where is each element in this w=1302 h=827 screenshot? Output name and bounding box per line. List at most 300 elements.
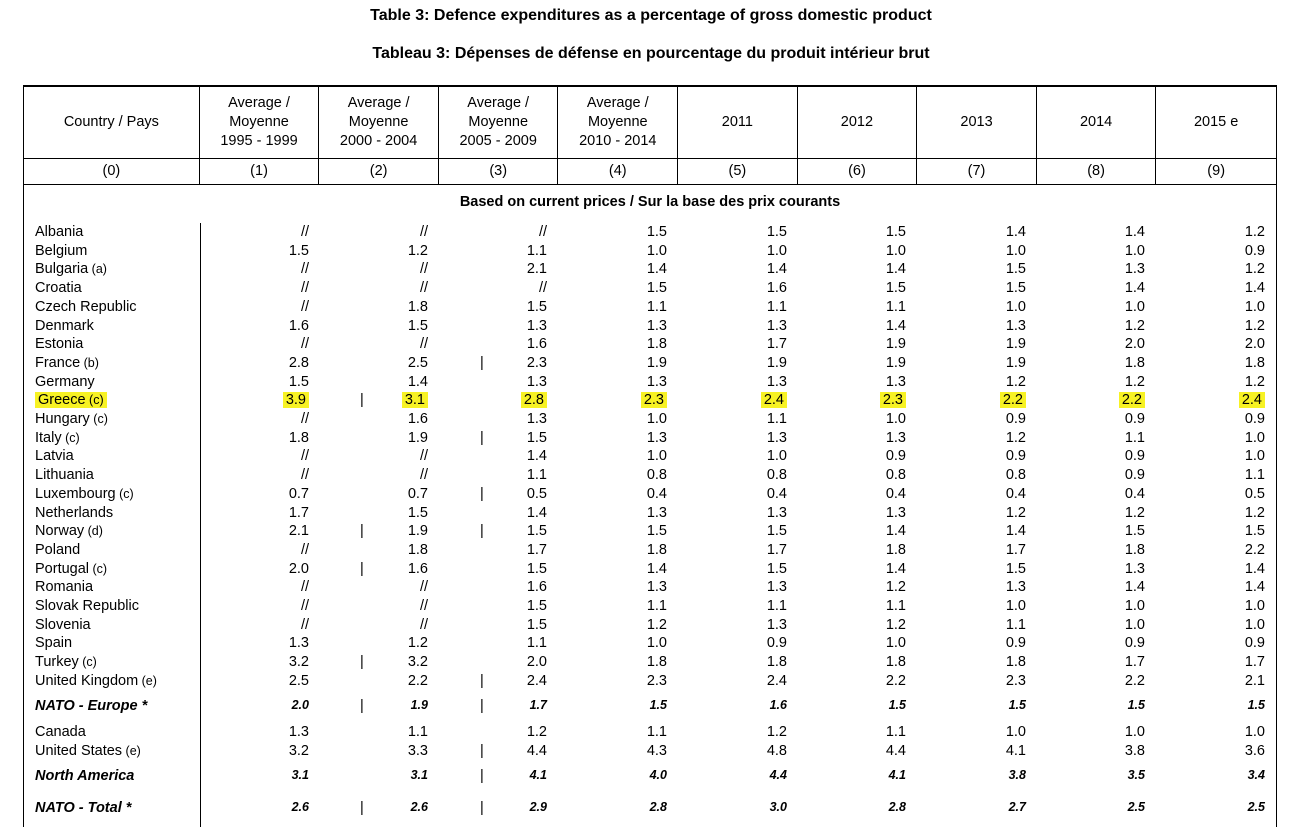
value-cell-9: 1.7 <box>1244 654 1265 671</box>
value-cell-3: 1.3 <box>526 317 547 334</box>
country-name: Belgium <box>35 242 88 259</box>
header-col-8: 2014 <box>1037 87 1157 158</box>
value-cell-7: 1.7 <box>1005 541 1026 558</box>
value-cell-7: 4.1 <box>1005 742 1026 759</box>
value-cell-4: 2.3 <box>607 392 667 408</box>
table-row <box>24 486 1276 505</box>
value-cell-2: 3.2 <box>407 654 428 671</box>
value-cell-7: 3.8 <box>1008 768 1026 782</box>
value-cell-9: 1.2 <box>1244 261 1265 278</box>
value-cell-7: 0.8 <box>1005 467 1026 484</box>
value-cell-3: 4.4 <box>526 742 547 759</box>
table-row <box>24 724 1276 743</box>
value-cell-9: 0.9 <box>1244 635 1265 652</box>
value-cell-7: 1.2 <box>1005 504 1026 521</box>
country-name: Greece (c) <box>35 392 107 408</box>
country-name: Hungary (c) <box>35 411 108 427</box>
value-cell-3: 1.5 <box>526 429 547 446</box>
value-cell-7: 1.9 <box>1005 354 1026 371</box>
value-cell-4: 1.0 <box>646 635 667 652</box>
value-cell-3: 2.1 <box>526 261 547 278</box>
value-cell-5: 1.3 <box>766 317 787 334</box>
value-cell-8: 0.9 <box>1124 467 1145 484</box>
series-break-marker: | <box>480 523 484 540</box>
header-number-9: (9) <box>1207 163 1226 179</box>
value-cell-5: 1.7 <box>766 541 787 558</box>
country-name: Poland <box>35 541 81 558</box>
value-cell-9: 2.5 <box>1247 800 1265 814</box>
value-cell-2: 2.6 <box>410 800 428 814</box>
header-number-7: (7) <box>917 159 1037 184</box>
country-name: Slovak Republic <box>35 598 139 614</box>
value-cell-3: 1.5 <box>526 560 547 577</box>
value-cell-2: 1.4 <box>407 373 428 390</box>
value-cell-2: // <box>419 598 428 614</box>
value-cell-6: 1.9 <box>885 354 906 371</box>
value-cell-5: 1.1 <box>766 298 787 315</box>
value-cell-7: 0.9 <box>1005 448 1026 465</box>
value-cell-5: 1.1 <box>766 598 787 614</box>
value-cell-8: 1.3 <box>1124 560 1145 577</box>
value-cell-3: 1.7 <box>529 698 547 712</box>
value-cell-4: 1.3 <box>646 373 667 390</box>
value-cell-1: 1.5 <box>288 242 309 259</box>
value-cell-1: // <box>300 224 309 240</box>
header-country: Country / Pays <box>24 87 200 158</box>
value-cell-7: 0.4 <box>1005 485 1026 502</box>
value-cell-2: 2.2 <box>407 672 428 689</box>
value-cell-1: 2.1 <box>288 523 309 540</box>
total-row <box>24 698 1276 717</box>
country-name: Portugal (c) <box>35 560 108 577</box>
value-cell-2: 1.2 <box>407 242 428 259</box>
value-cell-6: 4.1 <box>888 768 906 782</box>
value-cell-2: 1.9 <box>407 523 428 540</box>
header-number-6: (6) <box>798 159 918 184</box>
value-cell-1: // <box>300 448 309 465</box>
value-cell-3: 1.1 <box>526 467 547 484</box>
value-cell-3: 1.5 <box>526 616 547 633</box>
value-cell-1: 3.2 <box>288 654 309 671</box>
value-cell-5: 1.3 <box>766 579 787 596</box>
table-row <box>24 654 1276 673</box>
value-cell-1: 2.0 <box>291 698 309 712</box>
value-cell-4: 1.0 <box>646 411 667 427</box>
value-cell-6: 2.8 <box>888 800 906 814</box>
value-cell-6: 1.1 <box>885 298 906 315</box>
value-cell-4: 1.0 <box>646 242 667 259</box>
value-cell-3: 2.0 <box>526 654 547 671</box>
value-cell-9: 1.2 <box>1244 504 1265 521</box>
value-cell-4: 2.3 <box>646 672 667 689</box>
value-cell-2: 1.5 <box>407 504 428 521</box>
country-name: Estonia <box>35 336 84 353</box>
header-row <box>24 87 1276 159</box>
series-break-marker: | <box>360 560 364 577</box>
value-cell-2: // <box>419 261 428 278</box>
country-name: Turkey (c) <box>35 654 97 671</box>
series-break-marker: | <box>480 354 484 371</box>
value-cell-1: // <box>300 261 309 278</box>
country-name: Canada <box>35 724 86 740</box>
value-cell-3: // <box>538 280 547 297</box>
value-cell-1: // <box>300 467 309 484</box>
value-cell-9: 1.5 <box>1244 523 1265 540</box>
series-break-marker: | <box>360 654 364 671</box>
value-cell-8: 2.0 <box>1124 336 1145 353</box>
value-cell-9: 3.6 <box>1244 742 1265 759</box>
value-cell-4: 1.3 <box>646 317 667 334</box>
value-cell-1: 2.8 <box>288 354 309 371</box>
table-row <box>24 448 1276 467</box>
value-cell-7: 1.0 <box>1005 598 1026 614</box>
value-cell-6: 1.4 <box>885 317 906 334</box>
value-cell-5: 1.8 <box>766 654 787 671</box>
value-cell-7: 1.2 <box>1005 373 1026 390</box>
table-row <box>24 467 1276 486</box>
series-break-marker: | <box>480 768 484 784</box>
value-cell-1: // <box>300 579 309 596</box>
table-row <box>24 430 1276 449</box>
value-cell-2: 0.7 <box>407 485 428 502</box>
value-cell-7: 1.5 <box>1005 560 1026 577</box>
value-cell-2: 1.6 <box>407 411 428 427</box>
value-cell-7: 1.0 <box>1005 724 1026 740</box>
value-cell-2: 1.6 <box>407 560 428 577</box>
total-row <box>24 768 1276 787</box>
value-cell-9: 2.0 <box>1244 336 1265 353</box>
value-cell-2: // <box>419 616 428 633</box>
country-name: Germany <box>35 373 95 390</box>
value-cell-8: 1.0 <box>1124 724 1145 740</box>
country-name: United States (e) <box>35 742 141 759</box>
value-cell-8: 1.4 <box>1124 280 1145 297</box>
value-cell-1: // <box>300 616 309 633</box>
value-cell-9: 1.2 <box>1244 317 1265 334</box>
value-cell-1: // <box>300 336 309 353</box>
value-cell-3: 4.1 <box>529 768 547 782</box>
value-cell-5: 1.1 <box>766 411 787 427</box>
series-break-marker: | <box>360 698 364 714</box>
series-break-marker: | <box>480 800 484 816</box>
value-cell-2: // <box>419 579 428 596</box>
value-cell-1: 3.9 <box>249 392 309 408</box>
value-cell-4: 4.0 <box>649 768 667 782</box>
value-cell-4: 1.2 <box>646 616 667 633</box>
value-cell-3: 1.7 <box>526 541 547 558</box>
value-cell-8: 1.0 <box>1124 242 1145 259</box>
value-cell-9: 1.2 <box>1244 224 1265 240</box>
value-cell-4: 1.5 <box>646 224 667 240</box>
value-cell-5: 1.2 <box>766 724 787 740</box>
value-cell-2: 1.5 <box>407 317 428 334</box>
header-number-row <box>24 159 1276 185</box>
value-cell-8: 1.1 <box>1124 429 1145 446</box>
value-cell-5: 1.3 <box>766 616 787 633</box>
header-number-2: (2) <box>319 159 439 184</box>
value-cell-7: 1.3 <box>1005 579 1026 596</box>
value-cell-6: 1.1 <box>885 598 906 614</box>
value-cell-9: 1.4 <box>1244 560 1265 577</box>
table-row <box>24 280 1276 299</box>
value-cell-1: 2.6 <box>291 800 309 814</box>
series-break-marker: | <box>480 672 484 689</box>
value-cell-3: 1.6 <box>526 579 547 596</box>
value-cell-6: 0.8 <box>885 467 906 484</box>
value-cell-5: 0.4 <box>766 485 787 502</box>
value-cell-9: 1.0 <box>1244 616 1265 633</box>
value-cell-6: 2.3 <box>846 392 906 408</box>
header-col-3: Average / Moyenne 2005 - 2009 <box>439 87 559 158</box>
table-title-french: Tableau 3: Dépenses de défense en pourcentage du produit intérieur brut <box>372 45 930 62</box>
value-cell-7: 1.9 <box>1005 336 1026 353</box>
value-cell-7: 0.9 <box>1005 635 1026 652</box>
value-cell-3: // <box>538 224 547 240</box>
value-cell-8: 0.4 <box>1124 485 1145 502</box>
value-cell-2: 1.2 <box>407 635 428 652</box>
value-cell-3: 1.5 <box>526 523 547 540</box>
country-name: Albania <box>35 224 84 240</box>
value-cell-5: 3.0 <box>769 800 787 814</box>
value-cell-2: 2.5 <box>407 354 428 371</box>
value-cell-1: 0.7 <box>288 485 309 502</box>
table-row <box>24 392 1276 411</box>
value-cell-6: 0.9 <box>885 448 906 465</box>
series-break-marker: | <box>360 392 364 409</box>
value-cell-9: 1.0 <box>1244 298 1265 315</box>
value-cell-2: 3.1 <box>368 392 428 408</box>
value-cell-8: 1.4 <box>1124 579 1145 596</box>
value-cell-5: 1.6 <box>769 698 787 712</box>
value-cell-7: 2.2 <box>966 392 1026 408</box>
table-row <box>24 579 1276 598</box>
value-cell-5: 0.9 <box>766 635 787 652</box>
header-col-1: Average / Moyenne 1995 - 1999 <box>200 87 320 158</box>
value-cell-2: 1.9 <box>407 429 428 446</box>
section-label: Based on current prices / Sur la base des prix courants <box>459 194 841 210</box>
value-cell-2: 3.3 <box>407 742 428 759</box>
value-cell-8: 1.0 <box>1124 616 1145 633</box>
table-row <box>24 261 1276 280</box>
table-row <box>24 355 1276 374</box>
value-cell-6: 1.5 <box>888 698 906 712</box>
value-cell-5: 1.5 <box>766 560 787 577</box>
value-cell-6: 4.4 <box>885 742 906 759</box>
value-cell-5: 1.5 <box>766 523 787 540</box>
value-cell-9: 2.2 <box>1244 541 1265 558</box>
value-cell-4: 1.0 <box>646 448 667 465</box>
value-cell-3: 1.3 <box>526 373 547 390</box>
value-cell-6: 1.8 <box>885 654 906 671</box>
value-cell-6: 1.0 <box>885 635 906 652</box>
value-cell-7: 1.0 <box>1005 298 1026 315</box>
header-number-8: (8) <box>1037 159 1157 184</box>
value-cell-2: 1.8 <box>407 298 428 315</box>
value-cell-6: 1.5 <box>885 280 906 297</box>
value-cell-1: 1.5 <box>288 373 309 390</box>
value-cell-8: 1.0 <box>1124 298 1145 315</box>
value-cell-9: 1.0 <box>1244 448 1265 465</box>
table-row <box>24 635 1276 654</box>
value-cell-3: 1.5 <box>526 598 547 614</box>
table-row <box>24 523 1276 542</box>
table-row <box>24 299 1276 318</box>
value-cell-4: 0.8 <box>646 467 667 484</box>
value-cell-5: 1.0 <box>766 448 787 465</box>
header-col-7: 2013 <box>917 87 1037 158</box>
expenditure-table <box>23 85 1277 827</box>
value-cell-9: 1.0 <box>1244 724 1265 740</box>
value-cell-1: 1.8 <box>288 429 309 446</box>
value-cell-3: 1.2 <box>526 724 547 740</box>
value-cell-9: 1.1 <box>1244 467 1265 484</box>
country-name: Luxembourg (c) <box>35 485 134 502</box>
country-name: Netherlands <box>35 504 114 521</box>
header-col-4: Average / Moyenne 2010 - 2014 <box>558 87 678 158</box>
header-col-9: 2015 e <box>1193 114 1239 130</box>
country-name: Romania <box>35 579 94 596</box>
value-cell-3: 1.4 <box>526 448 547 465</box>
value-cell-1: 1.6 <box>288 317 309 334</box>
value-cell-5: 2.4 <box>727 392 787 408</box>
value-cell-2: 1.1 <box>407 724 428 740</box>
value-cell-3: 2.8 <box>487 392 547 408</box>
table-row <box>24 505 1276 524</box>
value-cell-1: 3.1 <box>291 768 309 782</box>
value-cell-8: 1.3 <box>1124 261 1145 278</box>
value-cell-8: 1.2 <box>1124 504 1145 521</box>
value-cell-4: 1.1 <box>646 598 667 614</box>
value-cell-6: 2.2 <box>885 672 906 689</box>
header-number-4: (4) <box>558 159 678 184</box>
value-cell-4: 1.1 <box>646 724 667 740</box>
value-cell-4: 1.9 <box>646 354 667 371</box>
value-cell-8: 0.9 <box>1124 448 1145 465</box>
value-cell-9: 0.5 <box>1244 485 1265 502</box>
value-cell-8: 1.0 <box>1124 598 1145 614</box>
series-break-marker: | <box>480 485 484 502</box>
value-cell-9: 1.0 <box>1244 598 1265 614</box>
value-cell-7: 1.0 <box>1005 242 1026 259</box>
value-cell-9: 3.4 <box>1247 768 1265 782</box>
value-cell-6: 1.2 <box>885 616 906 633</box>
value-cell-2: 3.1 <box>410 768 428 782</box>
table-row <box>24 598 1276 617</box>
value-cell-6: 1.0 <box>885 411 906 427</box>
country-name: Croatia <box>35 280 82 297</box>
value-cell-4: 1.8 <box>646 541 667 558</box>
value-cell-9: 2.1 <box>1244 672 1265 689</box>
value-cell-2: // <box>419 224 428 240</box>
value-cell-8: 2.2 <box>1085 392 1145 408</box>
value-cell-8: 1.2 <box>1124 317 1145 334</box>
value-cell-4: 1.4 <box>646 261 667 278</box>
header-number-3: (3) <box>439 159 559 184</box>
value-cell-2: 1.8 <box>407 541 428 558</box>
value-cell-8: 2.2 <box>1124 672 1145 689</box>
value-cell-4: 0.4 <box>646 485 667 502</box>
value-cell-5: 0.8 <box>766 467 787 484</box>
value-cell-4: 1.3 <box>646 504 667 521</box>
value-cell-9: 1.8 <box>1244 354 1265 371</box>
value-cell-7: 1.2 <box>1005 429 1026 446</box>
value-cell-6: 1.4 <box>885 560 906 577</box>
value-cell-6: 0.4 <box>885 485 906 502</box>
country-name: United Kingdom (e) <box>35 672 157 689</box>
table-row <box>24 374 1276 393</box>
value-cell-4: 1.8 <box>646 654 667 671</box>
value-cell-5: 1.5 <box>766 224 787 240</box>
value-cell-1: // <box>300 280 309 297</box>
value-cell-7: 1.5 <box>1008 698 1026 712</box>
value-cell-4: 1.1 <box>646 298 667 315</box>
value-cell-8: 1.4 <box>1124 224 1145 240</box>
table-row <box>24 224 1276 243</box>
value-cell-2: // <box>419 448 428 465</box>
value-cell-4: 1.3 <box>646 429 667 446</box>
value-cell-5: 1.7 <box>766 336 787 353</box>
table-row <box>24 318 1276 337</box>
value-cell-9: 1.4 <box>1244 579 1265 596</box>
country-name: North America <box>35 768 135 784</box>
value-cell-1: 1.7 <box>288 504 309 521</box>
header-col-5: 2011 <box>678 87 798 158</box>
country-name: Czech Republic <box>35 298 137 315</box>
value-cell-1: // <box>300 598 309 614</box>
table-row <box>24 673 1276 692</box>
value-cell-3: 1.6 <box>526 336 547 353</box>
value-cell-7: 2.3 <box>1005 672 1026 689</box>
header-number-1: (1) <box>200 159 320 184</box>
value-cell-2: // <box>419 280 428 297</box>
value-cell-6: 1.3 <box>885 373 906 390</box>
series-break-marker: | <box>480 429 484 446</box>
value-cell-6: 1.3 <box>885 429 906 446</box>
table-row <box>24 561 1276 580</box>
table-row <box>24 411 1276 430</box>
value-cell-7: 1.5 <box>1005 261 1026 278</box>
country-name: Denmark <box>35 317 94 334</box>
country-name: Norway (d) <box>35 523 103 540</box>
country-name: NATO - Total * <box>35 800 132 816</box>
value-cell-7: 1.4 <box>1005 523 1026 540</box>
value-cell-3: 2.9 <box>529 800 547 814</box>
table-row <box>24 243 1276 262</box>
value-cell-4: 1.5 <box>646 523 667 540</box>
value-cell-6: 1.5 <box>885 224 906 240</box>
value-cell-6: 1.9 <box>885 336 906 353</box>
country-name: Latvia <box>35 448 74 465</box>
value-cell-8: 1.5 <box>1124 523 1145 540</box>
table-row <box>24 542 1276 561</box>
value-cell-2: // <box>419 336 428 353</box>
value-cell-7: 1.4 <box>1005 224 1026 240</box>
value-cell-6: 1.2 <box>885 579 906 596</box>
header-number-5: (5) <box>678 159 798 184</box>
header-col-2: Average / Moyenne 2000 - 2004 <box>319 87 439 158</box>
value-cell-5: 1.4 <box>766 261 787 278</box>
country-name: NATO - Europe * <box>35 698 148 714</box>
value-cell-8: 1.2 <box>1124 373 1145 390</box>
value-cell-7: 1.3 <box>1005 317 1026 334</box>
value-cell-4: 4.3 <box>646 742 667 759</box>
total-row <box>24 800 1276 819</box>
value-cell-3: 2.4 <box>526 672 547 689</box>
value-cell-8: 1.8 <box>1124 354 1145 371</box>
value-cell-6: 1.3 <box>885 504 906 521</box>
value-cell-1: 1.3 <box>288 724 309 740</box>
value-cell-8: 3.5 <box>1127 768 1145 782</box>
